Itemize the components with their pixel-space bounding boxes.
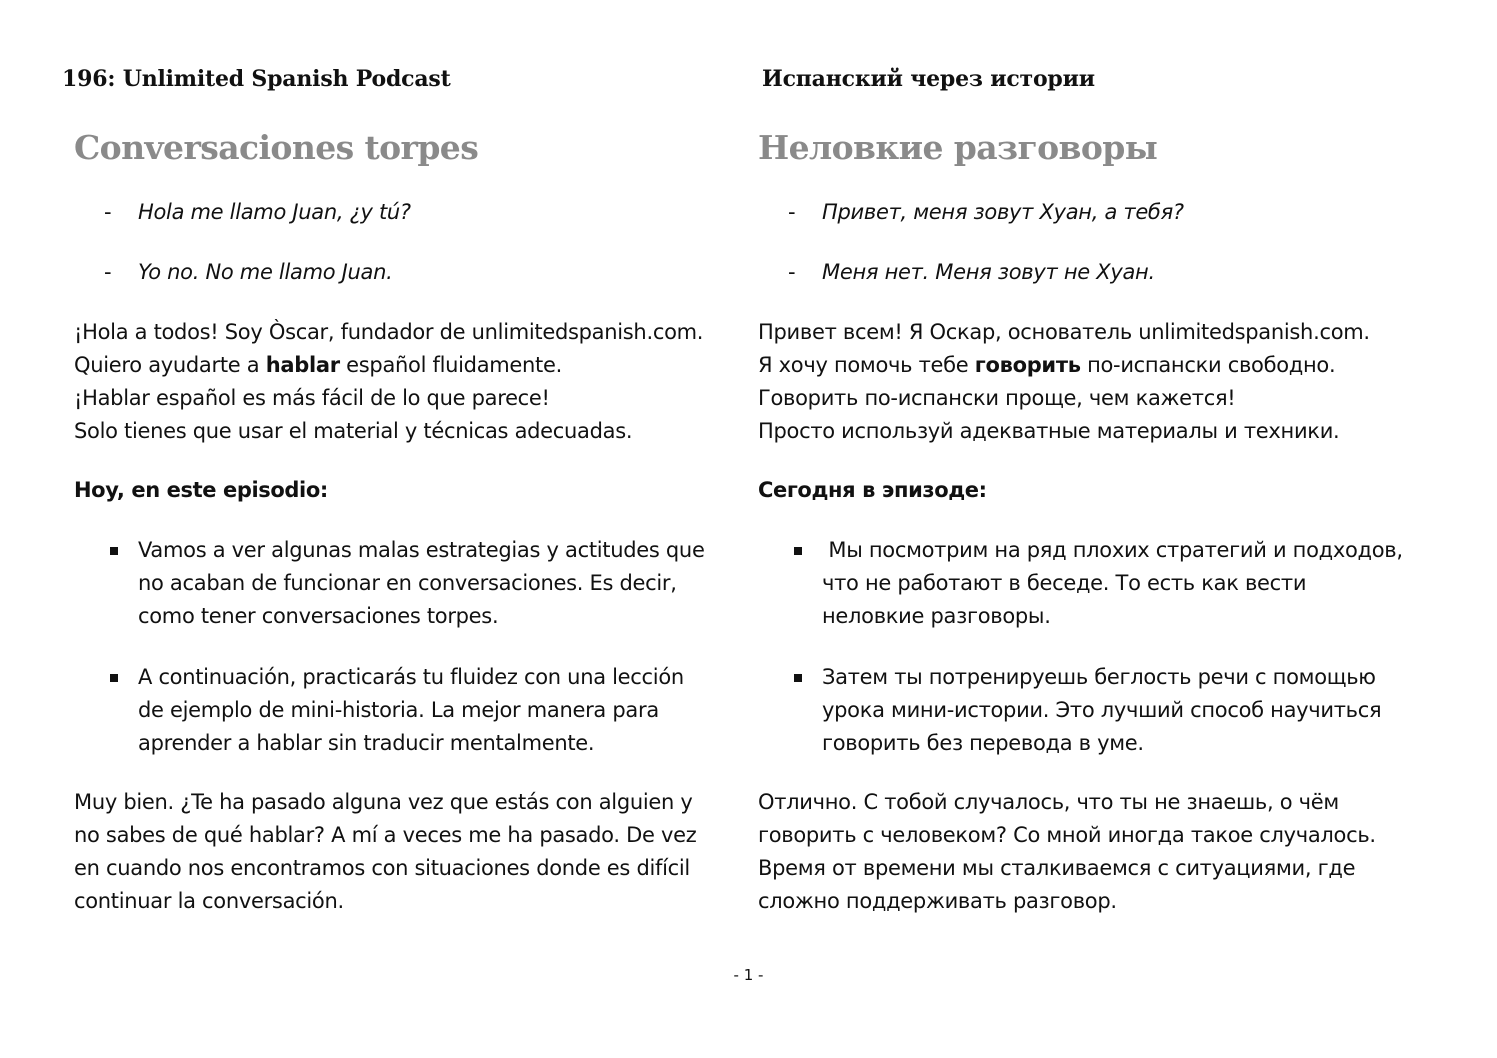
bullet-square-icon [794,674,802,682]
intro-line: Привет всем! Я Оскар, основатель unlimitedspanish.com. [758,320,1370,344]
intro-line: ¡Hablar español es más fácil de lo que parece! [74,386,550,410]
closing-paragraph: Muy bien. ¿Te ha pasado alguna vez que estás con alguien y no sabes de qué hablar? A mí a veces me ha pasado. De vez en cuando nos encontramos con situaciones donde es difícil continuar la conversación. [74,790,697,913]
episode-title: Неловкие разговоры [758,128,1158,167]
closing-paragraph: Отлично. С тобой случалось, что ты не знаешь, о чём говорить с человеком? Со мной иногда такое случалось. Время от времени мы сталкиваемся с ситуациями, где сложно поддерживать разговор. [758,790,1376,913]
intro-paragraph [74,316,703,448]
intro-paragraph [758,316,1370,448]
episode-title: Conversaciones torpes [74,128,479,167]
dialog-text: Привет, меня зовут Хуан, а тебя? [822,200,1184,224]
intro-line: Говорить по-испански проще, чем кажется! [758,386,1236,410]
dialog-dash: - [788,200,796,224]
dialog-dash: - [788,260,796,284]
spanish-column: 196: Unlimited Spanish Podcast Conversaciones torpes - Hola me llamo Juan, ¿y tú? - Yo no. No me llamo Juan. ¡Hola a todos! Soy Òscar, fundador de unlimitedspanish.com. Quiero ayudarte a hablar español fluidamente. ¡Hablar español es más fácil de lo que parece! Solo tienes que usar el material y técnicas adecuadas. Hoy, en este episodio: Vamos a ver algunas malas estrategias y actitudes que no acaban de funcionar en conversaciones. Es decir, como tener conversaciones torpes. A continuación, practicarás tu fluidez con una lección de ejemplo de mini-historia. La mejor manera para aprender a hablar sin traducir mentalmente. Muy bien. ¿Te ha pasado alguna vez que estás con alguien y no sabes de qué hablar? A mí a veces me ha pasado. De vez en cuando nos encontramos con situaciones donde es difícil continuar la conversación. [74,0,754,1000]
intro-line: ¡Hola a todos! Soy Òscar, fundador de unlimitedspanish.com. [74,320,704,344]
podcast-header: Испанский через истории [762,66,1095,92]
podcast-header: 196: Unlimited Spanish Podcast [62,66,451,92]
bullet-square-icon [794,547,802,555]
dialog-text: Hola me llamo Juan, ¿y tú? [138,200,411,224]
bullet-square-icon [110,547,118,555]
intro-line: Solo tienes que usar el material y técnicas adecuadas. [74,419,633,443]
highlight-word: говорить [974,353,1081,377]
intro-line: Я хочу помочь тебе говорить по-испански свободно. [758,353,1336,377]
intro-line: Quiero ayudarte a hablar español fluidamente. [74,353,562,377]
russian-column: Испанский через истории Неловкие разговоры - Привет, меня зовут Хуан, а тебя? - Меня нет. Меня зовут не Хуан. Привет всем! Я Оскар, основатель unlimitedspanish.com. Я хочу помочь тебе говорить по-испански свободно. Говорить по-испански проще, чем кажется! Просто используй адекватные материалы и техники. Сегодня в эпизоде: Мы посмотрим на ряд плохих стратегий и подходов, что не работают в беседе. То есть как вести неловкие разговоры. Затем ты потренируешь беглость речи с помощью урока мини-истории. Это лучший способ научиться говорить без перевода в уме. Отлично. С тобой случалось, что ты не знаешь, о чём говорить с человеком? Со мной иногда такое случалось. Время от времени мы сталкиваемся с ситуациями, где сложно поддерживать разговор. [758,0,1438,1000]
intro-line: Просто используй адекватные материалы и техники. [758,419,1340,443]
dialog-text: Yo no. No me llamo Juan. [138,260,393,284]
highlight-word: hablar [265,353,340,377]
page-number: - 1 - [733,966,764,984]
dialog-text: Меня нет. Меня зовут не Хуан. [822,260,1155,284]
bullet-square-icon [110,674,118,682]
episode-subhead: Сегодня в эпизоде: [758,478,987,502]
dialog-dash: - [104,200,112,224]
episode-subhead: Hoy, en este episodio: [74,478,328,502]
dialog-dash: - [104,260,112,284]
